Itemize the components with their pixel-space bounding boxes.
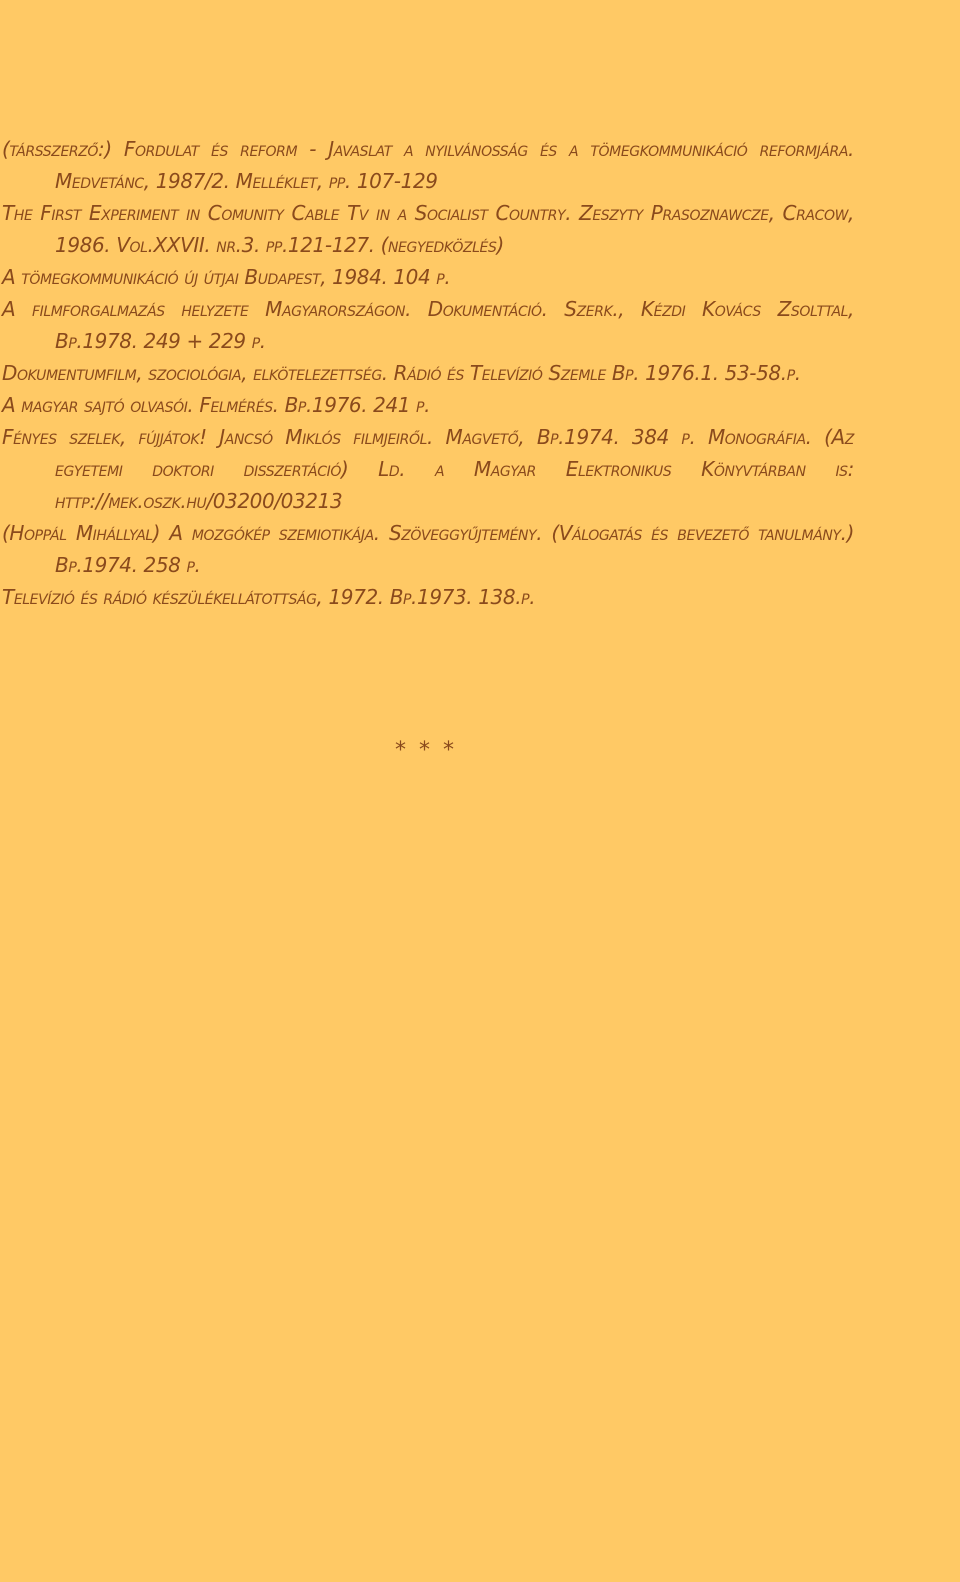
bibliography-list [2, 133, 854, 613]
bibliography-entry: Fényes szelek, fújjátok! Jancsó Miklós filmjeiről. Magvető, Bp.1974. 384 p. Monográfia. (Az egyetemi doktori disszertáció) Ld. a Magyar Elektronikus Könyvtárban is: http://mek.oszk.hu/03200/03213 [2, 425, 854, 513]
bibliography-entry: Dokumentumfilm, szociológia, elkötelezettség. Rádió és Televízió Szemle Bp. 1976.1. 53-58.p. [2, 361, 801, 385]
bibliography-entry: The First Experiment in Comunity Cable Tv in a Socialist Country. Zeszyty Prasoznawcze, Cracow, 1986. Vol.XXVII. nr.3. pp.121-127. (negyedközlés) [2, 201, 854, 257]
bibliography-entry: A tömegkommunikáció új útjai Budapest, 1984. 104 p. [2, 265, 451, 289]
bibliography-entry: (társszerző:) Fordulat és reform - Javaslat a nyilvánosság és a tömegkommunikáció reformjára. Medvetánc, 1987/2. Melléklet, pp. 107-129 [2, 137, 854, 193]
bibliography-entry: (Hoppál Mihállyal) A mozgókép szemiotikája. Szöveggyűjtemény. (Válogatás és bevezető tanulmány.) Bp.1974. 258 p. [2, 521, 854, 577]
bibliography-entry: A filmforgalmazás helyzete Magyarországon. Dokumentáció. Szerk., Kézdi Kovács Zsolttal, Bp.1978. 249 + 229 p. [2, 297, 854, 353]
section-separator: * * * [395, 738, 457, 763]
bibliography-entry: Televízió és rádió készülékellátottság, 1972. Bp.1973. 138.p. [2, 585, 536, 609]
bibliography-entry: A magyar sajtó olvasói. Felmérés. Bp.1976. 241 p. [2, 393, 431, 417]
